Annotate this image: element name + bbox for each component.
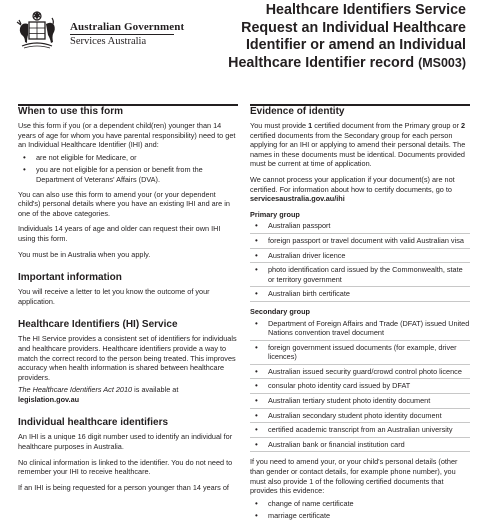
paragraph: No clinical information is linked to the identifier. You do not need to remember your IHI to receive healthcare.	[18, 457, 233, 477]
list-item: • change of name certificate	[250, 499, 470, 509]
certify-link[interactable]: servicesaustralia.gov.au/ihi	[250, 194, 345, 204]
list-item: • photo identification card issued by the Commonwealth, state or territory government	[250, 265, 470, 287]
left-column	[18, 106, 238, 498]
agency-name: Services Australia	[70, 36, 147, 47]
government-logo	[14, 8, 214, 58]
form-title	[204, 2, 466, 72]
list-item: • Australian tertiary student photo identity document	[250, 396, 470, 409]
paragraph: Individuals 14 years of age and older can request their own IHI using this form.	[18, 224, 221, 243]
paragraph: If an IHI is being requested for a person younger than 14 years of	[18, 482, 229, 492]
list-item: • Australian issued security guard/crowd control photo licence	[250, 367, 470, 380]
title-line: Request an Individual Healthcare	[241, 19, 466, 36]
paragraph: If you need to amend your, or your child's personal details (other than gender or contact details, for example phone number), you must also provide 1 of the following certified documents that provides this evidence:	[250, 457, 458, 496]
section-heading: When to use this form	[18, 106, 123, 117]
hi-service-section	[18, 319, 238, 404]
eligibility-list	[18, 153, 238, 185]
list-item: • Australian passport	[250, 221, 470, 234]
title-line: Identifier or amend an Individual	[245, 37, 466, 53]
form-code: (MS003)	[418, 55, 466, 70]
text-run: certified document from the Primary group or	[312, 121, 462, 130]
list-item: • you are not eligible for a pension or benefit from the Department of Veterans' Affairs (DVA).	[18, 165, 238, 184]
paragraph	[250, 121, 470, 169]
secondary-group-list	[250, 319, 470, 453]
text-run: You must provide	[250, 121, 309, 130]
list-item: • are not eligible for Medicare, or	[18, 153, 238, 163]
list-item: • certified academic transcript from an Australian university	[250, 425, 470, 438]
title-line-text: Healthcare Identifier record	[228, 54, 415, 71]
government-name: Australian Government	[70, 21, 185, 33]
legislation-link[interactable]: legislation.gov.au	[18, 394, 80, 404]
paragraph	[250, 175, 470, 204]
amend-documents-list	[250, 499, 470, 521]
secondary-group-heading: Secondary group	[250, 306, 311, 316]
paragraph-text: is available at	[132, 385, 179, 395]
paragraph: An IHI is a unique 16 digit number used to identify an individual for healthcare purposes in Australia.	[18, 432, 233, 452]
section-heading: Important information	[18, 272, 122, 284]
important-section	[18, 272, 238, 306]
list-item: • Australian secondary student photo identity document	[250, 411, 470, 424]
section-heading: Individual healthcare identifiers	[18, 417, 169, 429]
text-run: We cannot process your application if your document(s) are not certified. For information about how to certify documents, go to	[250, 174, 455, 194]
list-item: • Australian driver licence	[250, 251, 470, 264]
list-item: • marriage certificate	[250, 511, 470, 521]
page-header	[0, 0, 480, 105]
section-heading: Evidence of identity	[250, 106, 345, 117]
primary-group-heading: Primary group	[250, 209, 300, 219]
section-heading: Healthcare Identifiers (HI) Service	[18, 319, 178, 331]
title-line: Healthcare Identifiers Service	[265, 2, 466, 18]
list-item: • foreign government issued documents (for example, driver licences)	[250, 343, 470, 365]
text-run: 2	[461, 121, 466, 130]
ihi-section	[18, 417, 238, 492]
right-column	[250, 106, 470, 526]
paragraph: You will receive a letter to let you know the outcome of your application.	[18, 287, 210, 306]
primary-group-list	[250, 221, 470, 302]
paragraph: Use this form if you (or a dependent child(ren) younger than 14 years of age for whom you have parental responsibility) need to get an Individual Healthcare Identifier (IHI) and:	[18, 121, 236, 150]
coat-of-arms-icon	[14, 8, 60, 54]
list-item: • Australian birth certificate	[250, 289, 470, 302]
paragraph: You can also use this form to amend your (or your dependent child's) personal details where you have an existing IHI and are in one of the above categories.	[18, 189, 230, 218]
text-run: certified documents from the Secondary group for each person applying for an IHI or applying to amend their personal details. The names in these documents must be identical. Documents provided must be current at time of application.	[250, 130, 466, 169]
text-run: 1	[308, 121, 313, 130]
logo-divider	[70, 34, 174, 35]
paragraph: You must be in Australia when you apply.	[18, 249, 151, 259]
list-item: • foreign passport or travel document with valid Australian visa	[250, 236, 470, 249]
list-item: • consular photo identity card issued by DFAT	[250, 381, 470, 394]
act-name: The Healthcare Identifiers Act 2010	[18, 385, 133, 395]
paragraph: The HI Service provides a consistent set of identifiers for individuals and healthcare providers. Healthcare identifiers provide a way to match the correct record to the person being treated. This improves accuracy when health information is shared between healthcare providers.	[18, 334, 237, 382]
list-item: • Department of Foreign Affairs and Trade (DFAT) issued United Nations convention travel document	[250, 319, 470, 341]
title-line	[204, 55, 466, 73]
paragraph	[18, 385, 238, 404]
list-item: • Australian bank or financial institution card	[250, 440, 470, 453]
